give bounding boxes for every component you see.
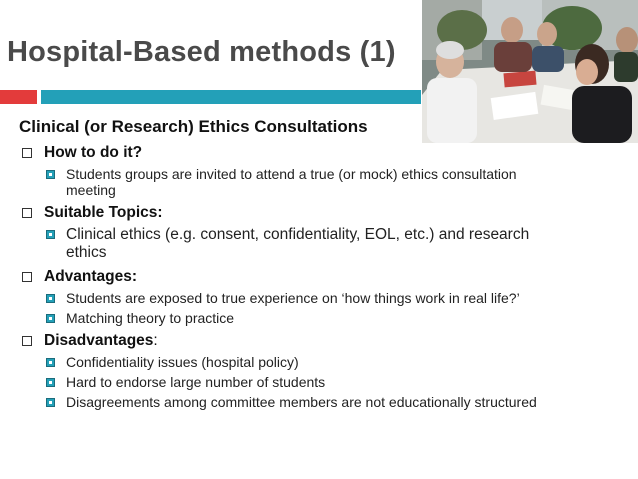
square-bullet-icon	[46, 358, 55, 367]
bullet-list	[22, 143, 632, 410]
section-heading: Disadvantages	[44, 332, 154, 349]
list-item	[22, 310, 632, 326]
square-bullet-icon	[46, 230, 55, 239]
section-suitable-topics	[22, 203, 632, 222]
list-item	[22, 290, 632, 306]
square-bullet-icon	[46, 170, 55, 179]
section-heading: Advantages:	[44, 268, 138, 285]
item-text: Hard to endorse large number of students	[66, 374, 326, 390]
section-advantages	[22, 267, 632, 286]
item-text: Confidentiality issues (hospital policy)	[66, 354, 299, 370]
list-item	[22, 226, 632, 262]
section-heading-suffix: :	[153, 332, 158, 349]
square-bullet-icon	[46, 398, 55, 407]
item-text: Students groups are invited to attend a true (or mock) ethics consultation	[66, 166, 517, 182]
meeting-photo-graphic	[422, 0, 638, 143]
checkbox-bullet-icon	[22, 208, 32, 218]
list-item	[22, 394, 632, 410]
meeting-photo	[422, 0, 638, 143]
section-heading: How to do it?	[44, 144, 143, 161]
square-bullet-icon	[46, 314, 55, 323]
list-item	[22, 166, 632, 198]
item-text: Students are exposed to true experience on ‘how things work in real life?’	[66, 290, 520, 306]
section-how-to	[22, 143, 632, 162]
checkbox-bullet-icon	[22, 336, 32, 346]
square-bullet-icon	[46, 294, 55, 303]
item-text: Disagreements among committee members are not educationally structured	[66, 394, 537, 410]
item-text: Matching theory to practice	[66, 310, 235, 326]
slide-subtitle: Clinical (or Research) Ethics Consultations	[19, 117, 368, 136]
item-text-continued: ethics	[66, 244, 107, 261]
checkbox-bullet-icon	[22, 148, 32, 158]
slide-title: Hospital-Based methods (1)	[7, 36, 396, 68]
accent-bar-teal	[41, 90, 421, 104]
checkbox-bullet-icon	[22, 272, 32, 282]
list-item	[22, 374, 632, 390]
section-heading: Suitable Topics:	[44, 204, 163, 221]
accent-bar-red	[0, 90, 37, 104]
item-text-continued: meeting	[66, 182, 116, 198]
list-item	[22, 354, 632, 370]
square-bullet-icon	[46, 378, 55, 387]
section-disadvantages	[22, 331, 632, 350]
item-text: Clinical ethics (e.g. consent, confidentiality, EOL, etc.) and research	[66, 226, 530, 243]
